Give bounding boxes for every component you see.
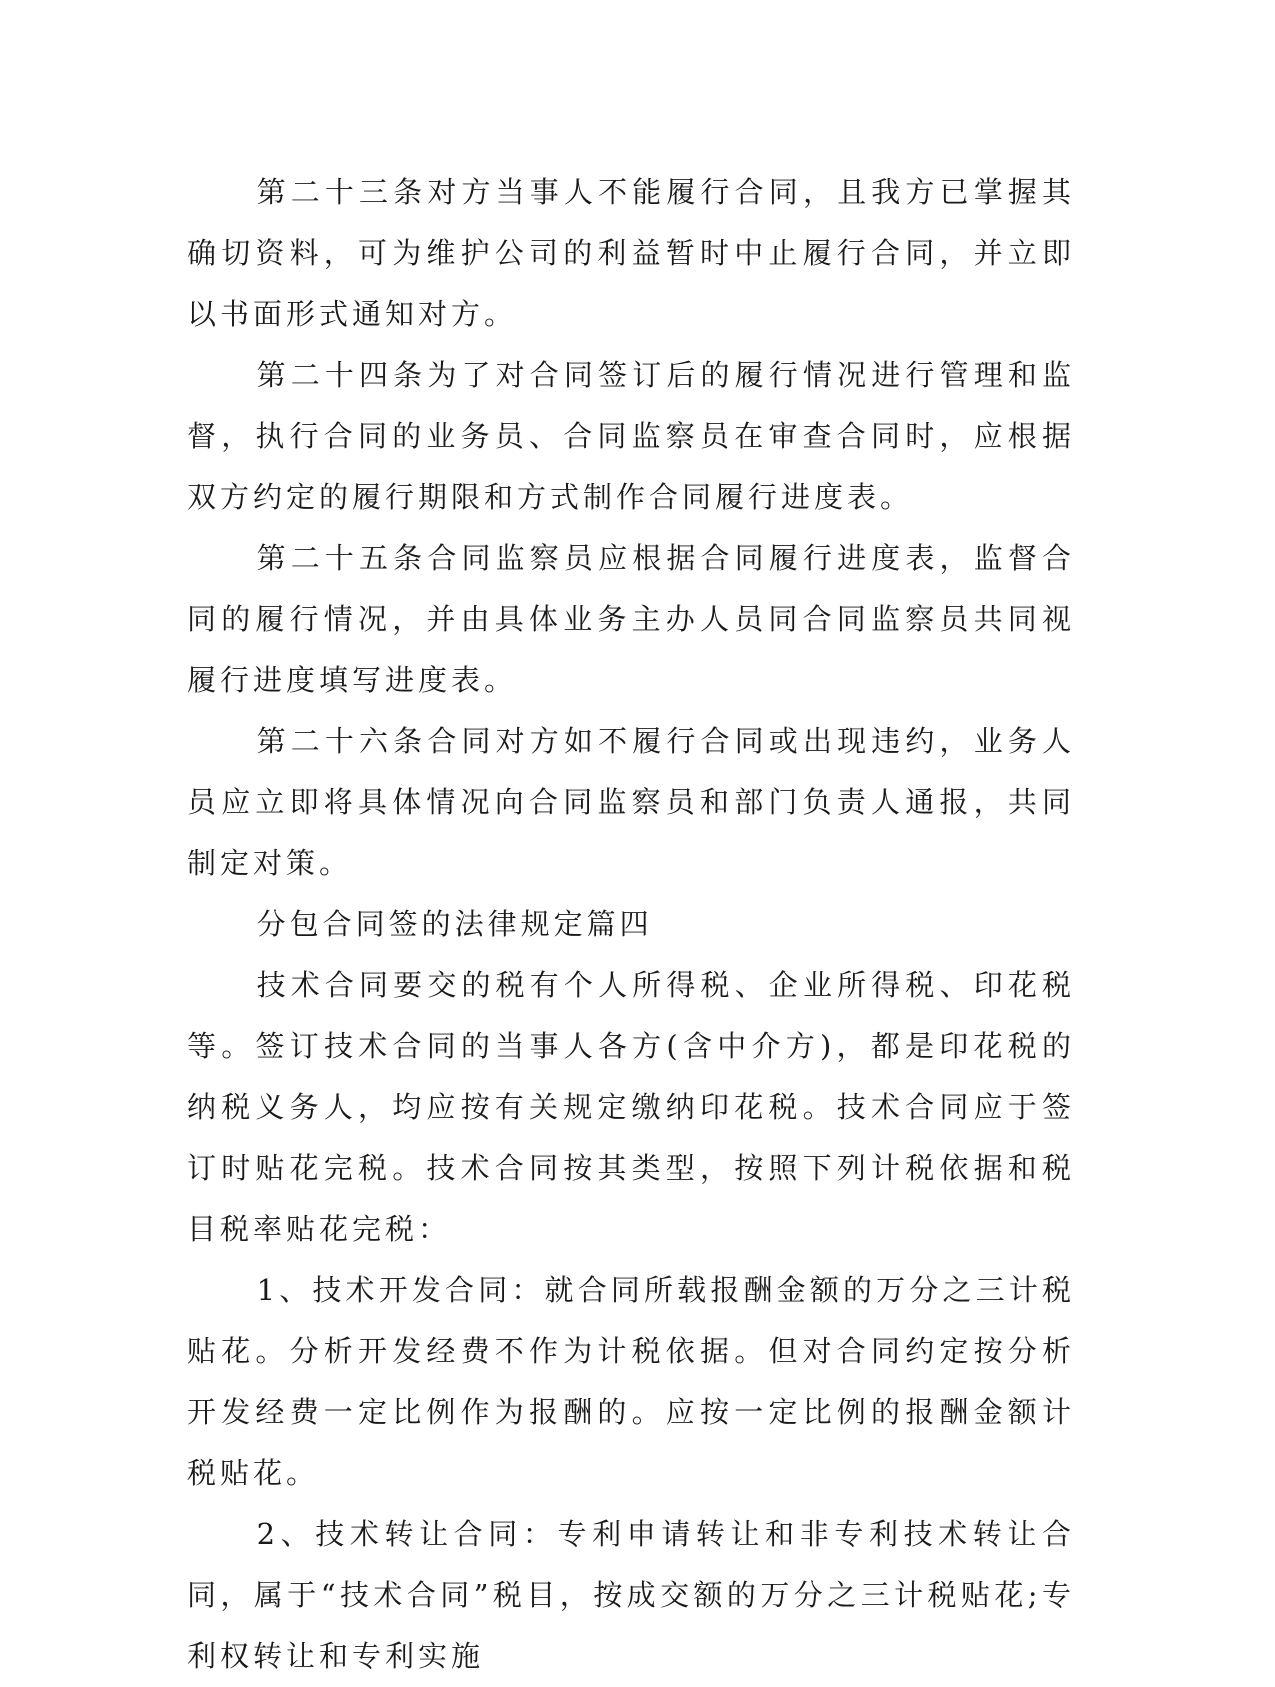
paragraph-article-26: 第二十六条合同对方如不履行合同或出现违约，业务人员应立即将具体情况向合同监察员和部门负责人通报，共同制定对策。 <box>187 724 1075 880</box>
paragraph-tech-transfer: 2、技术转让合同：专利申请转让和非专利技术转让合同，属于“技术合同”税目，按成交额的万分之三计税贴花;专利权转让和专利实施 <box>187 1517 1075 1673</box>
paragraph-tech-development: 1、技术开发合同：就合同所载报酬金额的万分之三计税贴花。分析开发经费不作为计税依据。但对合同约定按分析开发经费一定比例作为报酬的。应按一定比例的报酬金额计税贴花。 <box>187 1273 1075 1490</box>
paragraph-tax-intro: 技术合同要交的税有个人所得税、企业所得税、印花税等。签订技术合同的当事人各方(含中介方)，都是印花税的纳税义务人，均应按有关规定缴纳印花税。技术合同应于签订时贴花完税。技术合同按其类型，按照下列计税依据和税目税率贴花完税： <box>187 968 1075 1246</box>
paragraph-article-23: 第二十三条对方当事人不能履行合同，且我方已掌握其确切资料，可为维护公司的利益暂时中止履行合同，并立即以书面形式通知对方。 <box>187 175 1075 331</box>
paragraph-article-25: 第二十五条合同监察员应根据合同履行进度表，监督合同的履行情况，并由具体业务主办人员同合同监察员共同视履行进度填写进度表。 <box>187 541 1075 697</box>
paragraph-article-24: 第二十四条为了对合同签订后的履行情况进行管理和监督，执行合同的业务员、合同监察员在审查合同时，应根据双方约定的履行期限和方式制作合同履行进度表。 <box>187 358 1075 514</box>
document-body <box>187 162 1075 1687</box>
section-heading: 分包合同签的法律规定篇四 <box>256 907 653 941</box>
